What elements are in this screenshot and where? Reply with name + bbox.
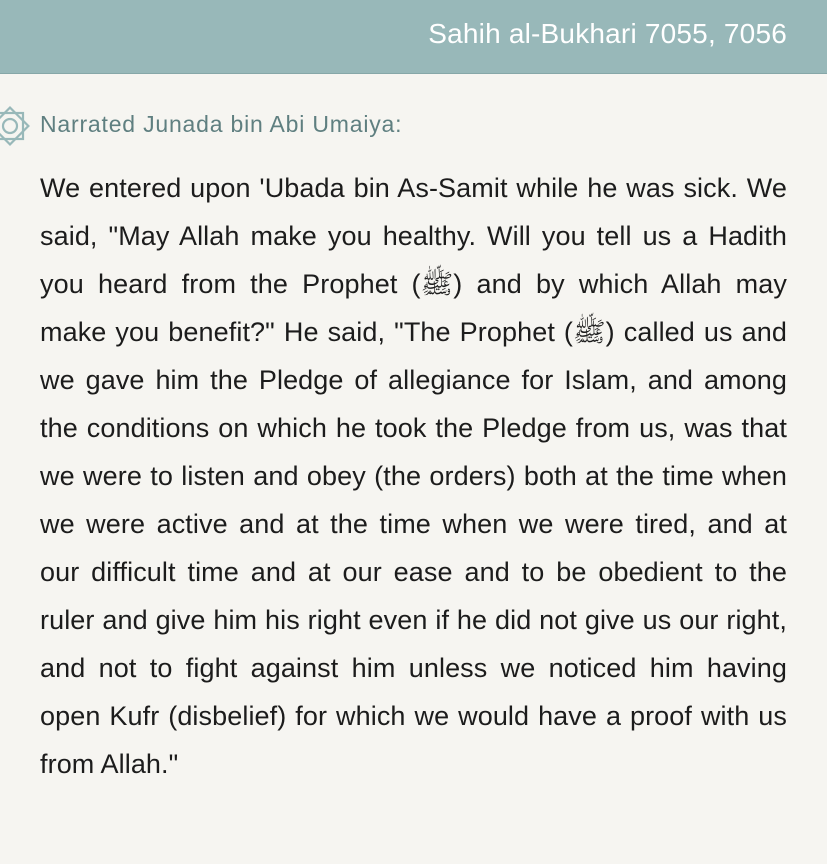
header-bar <box>0 0 827 74</box>
hadith-text: We entered upon 'Ubada bin As-Samit while he was sick. We said, "May Allah make you healthy. Will you tell us a Hadith you heard from the Prophet (ﷺ) and by which Allah may make you benefit?" He said, "The Prophet (ﷺ) called us and we gave him the Pledge of allegiance for Islam, and among the conditions on which he took the Pledge from us, was that we were to listen and obey (the orders) both at the time when we were active and at the time when we were tired, and at our difficult time and at our ease and to be obedient to the ruler and give him his right even if he did not give us our right, and not to fight against him unless we noticed him having open Kufr (disbelief) for which we would have a proof with us from Allah." <box>40 173 787 779</box>
hadith-reference-title: Sahih al-Bukhari 7055, 7056 <box>428 18 787 49</box>
narrator-line: Narrated Junada bin Abi Umaiya: <box>40 111 403 137</box>
eight-point-star-icon <box>0 104 32 148</box>
